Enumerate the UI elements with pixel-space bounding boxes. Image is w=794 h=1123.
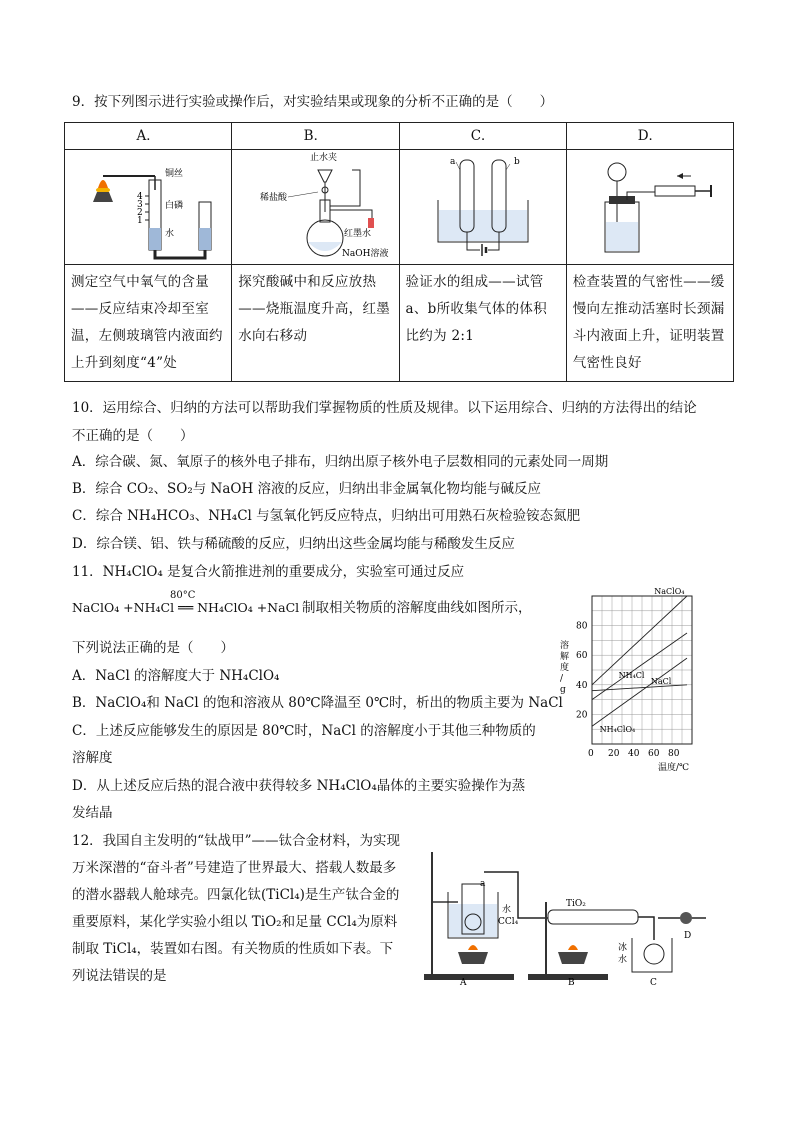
scale-1: 1 — [137, 216, 143, 226]
opt-c-header: C． — [399, 123, 566, 150]
q11-option-c-2: 溶解度 — [72, 750, 113, 766]
figure-d-apparatus — [567, 150, 733, 262]
label-tio2: TiO₂ — [566, 899, 586, 909]
label-B: B — [568, 978, 575, 988]
scale-2: 2 — [137, 208, 143, 218]
q10-option-c: C．综合 NH₄HCO₃、NH₄Cl 与氢氧化钙反应特点，归纳出可用熟石灰检验铵态氮肥 — [72, 508, 581, 524]
q11-equation-condition: 80°C — [170, 590, 196, 601]
label-ccl4: CCl₄ — [498, 917, 519, 927]
x-tick-label: 80 — [668, 749, 680, 759]
series-line-3 — [592, 658, 687, 726]
y-axis-label: 溶解度/ g — [560, 641, 570, 695]
q10-option-d: D．综合镁、铝、铁与稀硫酸的反应，归纳出这些金属均能与稀酸发生反应 — [72, 536, 515, 552]
figure-a-apparatus — [65, 150, 231, 262]
series-label-0: NaClO₄ — [654, 587, 685, 596]
x-tick-label: 0 — [588, 749, 594, 759]
arrow-left-icon — [677, 173, 683, 179]
opt-d-description: 检查装置的气密性——缓慢向左推动活塞时长颈漏斗内液面上升，证明装置气密性良好 — [566, 265, 733, 382]
label-naoh: NaOH溶液 — [342, 249, 389, 259]
figure-b-apparatus — [232, 150, 398, 262]
label-tube-b: b — [513, 157, 520, 167]
label-clamp: 止水夹 — [310, 153, 338, 163]
q11-option-a: A．NaCl 的溶解度大于 NH₄ClO₄ — [72, 668, 280, 684]
label-C: C — [650, 978, 657, 988]
opt-c-description: 验证水的组成——试管a、b所收集气体的体积比约为 2:1 — [399, 265, 566, 382]
figure-a-cell — [65, 150, 232, 265]
series-line-2 — [592, 685, 687, 691]
q12-line-1: 12．我国自主发明的“钛战甲”——钛合金材料，为实现 — [72, 833, 400, 849]
x-tick-label: 40 — [628, 749, 640, 759]
q10-stem-2: 不正确的是（ ） — [72, 428, 194, 444]
q11-stem-3: 下列说法正确的是（ ） — [72, 640, 234, 656]
q11-stem-1: 11．NH₄ClO₄ 是复合火箭推进剂的重要成分，实验室可通过反应 — [72, 564, 465, 580]
q10-option-a: A．综合碳、氮、氧原子的核外电子排布，归纳出原子核外电子层数相同的元素处同一周期 — [72, 454, 609, 470]
series-label-2: NaCl — [650, 677, 672, 687]
y-tick-label: 80 — [576, 621, 588, 632]
opt-a-description: 测定空气中氧气的含量——反应结束冷却至室温，左侧玻璃管内液面约上升到刻度“4”处 — [65, 265, 232, 382]
label-water: 水 — [165, 229, 175, 239]
flame-icon — [98, 180, 108, 188]
scale-4: 4 — [137, 192, 143, 202]
q11-option-d-1: D．从上述反应后热的混合液中获得较多 NH₄ClO₄晶体的主要实验操作为蒸 — [72, 778, 526, 794]
label-red-ink: 红墨水 — [344, 229, 372, 239]
x-tick-label: 20 — [608, 749, 620, 759]
y-tick-label: 20 — [576, 710, 588, 721]
solubility-chart — [552, 587, 702, 784]
q11-option-d-2: 发结晶 — [72, 805, 113, 821]
opt-b-header: B． — [232, 123, 399, 150]
label-white-phosphorus: 白磷 — [165, 201, 184, 211]
q9-stem: 9．按下列图示进行实验或操作后，对实验结果或现象的分析不正确的是（ ） — [72, 94, 554, 110]
label-acid: 稀盐酸 — [260, 193, 288, 203]
x-tick-label: 60 — [648, 749, 660, 759]
label-water-a: 水 — [502, 905, 512, 915]
q9-options-table — [64, 122, 734, 382]
label-copper: 铜丝 — [165, 169, 184, 179]
opt-a-header: A． — [65, 123, 232, 150]
q12-line-2: 万米深潜的“奋斗者”号建造了世界最大、搭载人数最多 — [72, 860, 397, 876]
series-label-1: NH₄Cl — [618, 670, 645, 680]
q12-line-3: 的潜水器载人舱球壳。四氯化钛(TiCl₄)是生产钛合金的 — [72, 887, 400, 903]
label-a: a — [480, 879, 486, 889]
label-tube-a: a — [449, 157, 455, 167]
label-ice-water: 水 — [618, 955, 628, 965]
label-D: D — [684, 931, 692, 941]
y-tick-label: 40 — [576, 680, 588, 691]
q12-line-5: 制取 TiCl₄，装置如右图。有关物质的性质如下表。下 — [72, 941, 394, 957]
figure-d-cell — [566, 150, 733, 265]
q12-line-4: 重要原料，某化学实验小组以 TiO₂和足量 CCl₄为原料 — [72, 914, 398, 930]
q12-line-6: 列说法错误的是 — [72, 968, 167, 984]
y-tick-label: 60 — [576, 651, 588, 662]
scale-3: 3 — [137, 200, 143, 210]
opt-b-description: 探究酸碱中和反应放热——烧瓶温度升高，红墨水向右移动 — [232, 265, 399, 382]
figure-c-apparatus — [400, 150, 566, 262]
q11-equation: NaClO₄ +NH₄Cl ══ NH₄ClO₄ +NaCl — [72, 600, 300, 615]
x-axis-label: 温度/℃ — [658, 763, 690, 773]
figure-c-cell — [399, 150, 566, 265]
figure-b-cell — [232, 150, 399, 265]
opt-d-header: D． — [566, 123, 733, 150]
label-ice: 冰 — [618, 943, 628, 953]
series-label-3: NH₄ClO₄ — [599, 724, 636, 734]
q10-stem-1: 10．运用综合、归纳的方法可以帮助我们掌握物质的性质及规律。以下运用综合、归纳的方法得出的结论 — [72, 400, 697, 416]
q11-option-b: B．NaClO₄和 NaCl 的饱和溶液从 80℃降温至 0℃时，析出的物质主要为 NaCl — [72, 695, 563, 711]
q12-apparatus — [418, 842, 718, 988]
label-A: A — [460, 978, 467, 988]
q11-stem-2: 制取相关物质的溶解度曲线如图所示， — [302, 600, 532, 616]
q10-option-b: B．综合 CO₂、SO₂与 NaOH 溶液的反应，归纳出非金属氧化物均能与碱反应 — [72, 481, 542, 497]
q11-option-c-1: C．上述反应能够发生的原因是 80℃时，NaCl 的溶解度小于其他三种物质的 — [72, 723, 536, 739]
